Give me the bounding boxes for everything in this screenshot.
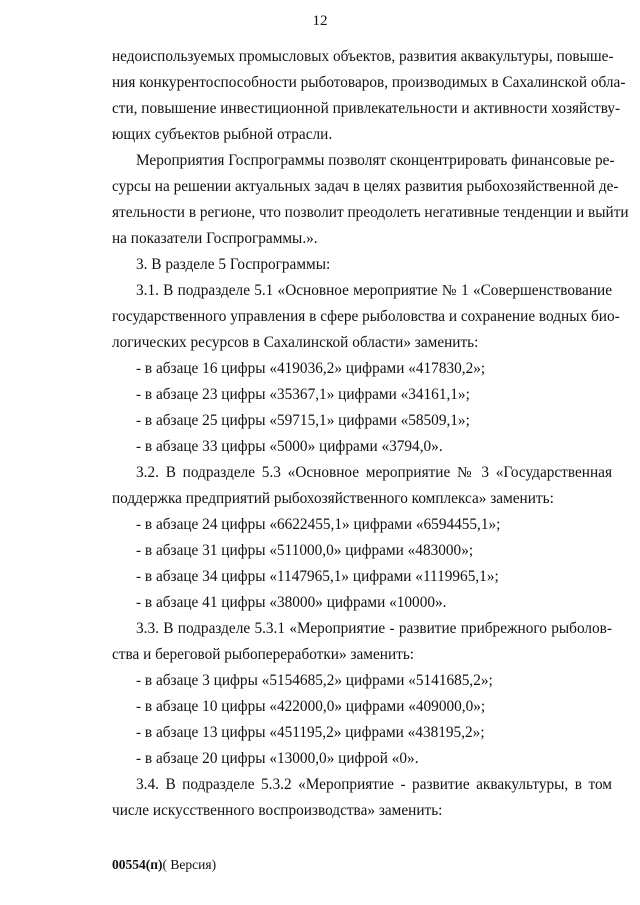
text-line: сурсы на решении актуальных задач в целях развития рыбохозяйственной де- (112, 178, 619, 195)
text-line: - в абзаце 13 цифры «451195,2» цифрами «438195,2»; (136, 724, 485, 741)
text-line: недоиспользуемых промысловых объектов, развития аквакультуры, повыше- (112, 48, 614, 65)
text-line: - в абзаце 33 цифры «5000» цифрами «3794,0». (136, 438, 443, 455)
text-line: сти, повышение инвестиционной привлекательности и активности хозяйству- (112, 100, 621, 117)
text-line: - в абзаце 16 цифры «419036,2» цифрами «417830,2»; (136, 360, 486, 377)
text-line: - в абзаце 3 цифры «5154685,2» цифрами «5141685,2»; (136, 672, 493, 689)
document-footer (112, 857, 216, 873)
document-code: 00554(п) (112, 857, 163, 872)
text-line: ятельности в регионе, что позволит преодолеть негативные тенденции и выйти (112, 204, 629, 221)
document-version: ( Версия) (162, 857, 217, 872)
text-line: - в абзаце 34 цифры «1147965,1» цифрами «1119965,1»; (136, 568, 499, 585)
text-line: 3.4. В подразделе 5.3.2 «Мероприятие - развитие аквакультуры, в том (136, 776, 612, 793)
text-line: - в абзаце 24 цифры «6622455,1» цифрами «6594455,1»; (136, 516, 501, 533)
text-line: - в абзаце 20 цифры «13000,0» цифрой «0». (136, 750, 419, 767)
page-number: 12 (312, 13, 328, 29)
text-line: - в абзаце 25 цифры «59715,1» цифрами «58509,1»; (136, 412, 470, 429)
text-line: 3.2. В подразделе 5.3 «Основное мероприятие № 3 «Государственная (136, 464, 612, 481)
text-line: - в абзаце 31 цифры «511000,0» цифрами «483000»; (136, 542, 474, 559)
text-line: 3.3. В подразделе 5.3.1 «Мероприятие - развитие прибрежного рыболов- (136, 620, 612, 637)
text-line: ния конкурентоспособности рыботоваров, производимых в Сахалинской обла- (112, 74, 626, 91)
text-line: поддержка предприятий рыбохозяйственного комплекса» заменить: (112, 490, 554, 507)
text-line: государственного управления в сфере рыболовства и сохранение водных био- (112, 308, 620, 325)
text-line: 3. В разделе 5 Госпрограммы: (136, 256, 331, 273)
text-line: числе искусственного воспроизводства» заменить: (112, 802, 443, 819)
text-line: 3.1. В подразделе 5.1 «Основное мероприятие № 1 «Совершенствование (136, 282, 612, 299)
text-line: - в абзаце 10 цифры «422000,0» цифрами «409000,0»; (136, 698, 486, 715)
text-line: ющих субъектов рыбной отрасли. (112, 126, 333, 143)
text-line: на показатели Госпрограммы.». (112, 230, 318, 247)
text-line: ства и береговой рыбопереработки» заменить: (112, 646, 415, 663)
text-line: Мероприятия Госпрограммы позволят сконцентрировать финансовые ре- (136, 152, 615, 169)
text-line: - в абзаце 41 цифры «38000» цифрами «10000». (136, 594, 447, 611)
text-line: - в абзаце 23 цифры «35367,1» цифрами «34161,1»; (136, 386, 470, 403)
document-body (112, 44, 629, 824)
text-line: логических ресурсов в Сахалинской области» заменить: (112, 334, 479, 351)
